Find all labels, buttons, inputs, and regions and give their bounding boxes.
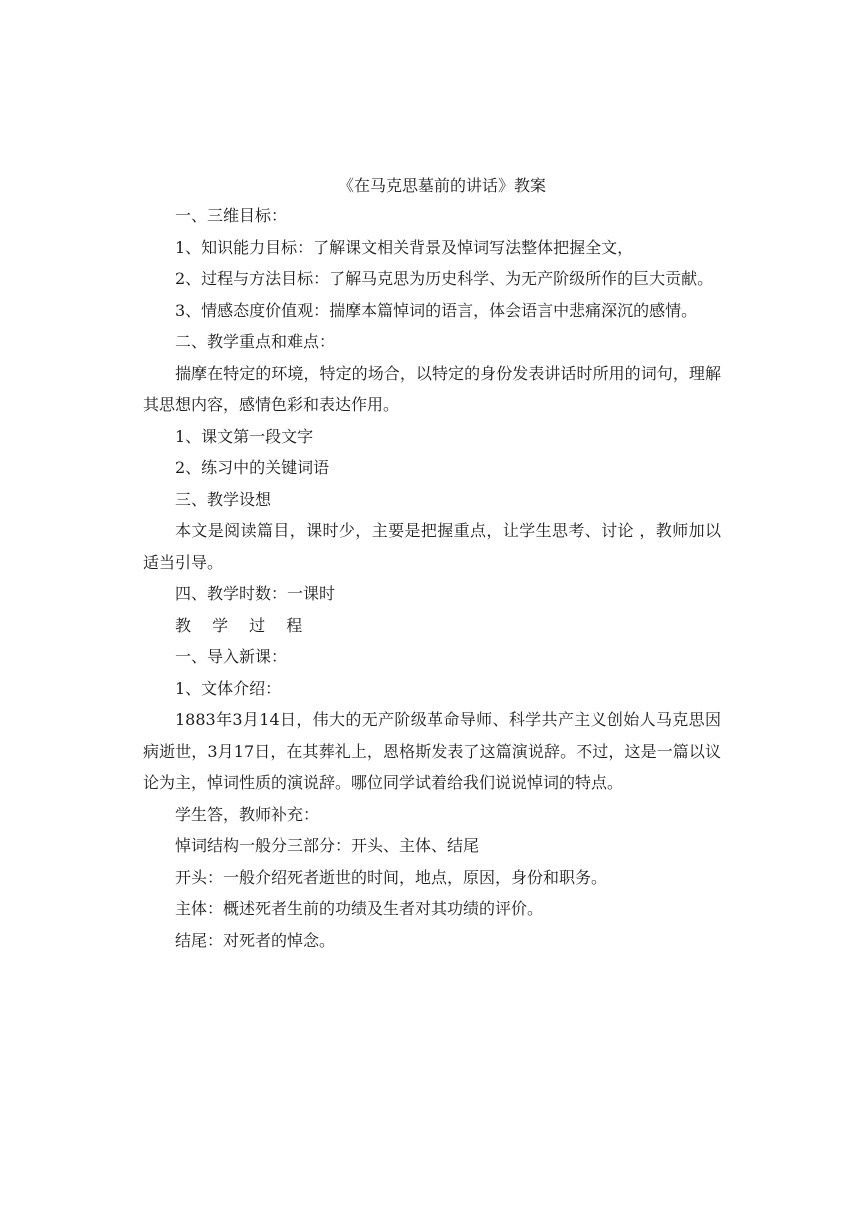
student-answer-line: 学生答，教师补充： xyxy=(175,804,320,824)
process-heading: 教 学 过 程 xyxy=(175,615,311,635)
document-title: 《在马克思墓前的讲话》教案 xyxy=(337,176,546,195)
eulogy-ending: 结尾：对死者的悼念。 xyxy=(175,930,336,950)
section-heading-hours: 四、教学时数：一课时 xyxy=(175,584,336,603)
step-heading-intro: 一、导入新课： xyxy=(175,647,288,666)
key-point-item-2: 2、练习中的关键词语 xyxy=(175,458,330,477)
section-heading-goals: 一、三维目标： xyxy=(175,206,288,225)
goal-knowledge: 1、知识能力目标：了解课文相关背景及悼词写法整体把握全文， xyxy=(175,237,634,257)
document-body xyxy=(143,172,721,956)
eulogy-opening: 开头：一般介绍死者逝世的时间，地点，原因，身份和职务。 xyxy=(175,867,608,887)
section-heading-design: 三、教学设想 xyxy=(175,489,272,509)
goal-process: 2、过程与方法目标：了解马克思为历史科学、为无产阶级所作的巨大贡献。 xyxy=(175,269,714,288)
eulogy-body: 主体：概述死者生前的功绩及生者对其功绩的评价。 xyxy=(175,899,544,918)
step-item-genre: 1、文体介绍： xyxy=(175,678,282,698)
eulogy-structure: 悼词结构一般分三部分：开头、主体、结尾 xyxy=(175,836,480,855)
key-point-item-1: 1、课文第一段文字 xyxy=(175,426,314,446)
genre-intro-text: 1883年3月14日，伟大的无产阶级革命导师、科学共产主义创始人马克思因病逝世，3月17日，在其葬礼上，恩格斯发表了这篇演说辞。不过，这是一篇以议论为主，悼词性质的演说辞。哪位同学试着给我们说说悼词的特点。 xyxy=(143,710,721,792)
section-heading-key-points: 二、教学重点和难点： xyxy=(175,332,336,351)
design-text: 本文是阅读篇目，课时少，主要是把握重点，让学生思考、讨论 ，教师加以适当引导。 xyxy=(143,521,721,572)
key-points-text: 揣摩在特定的环境，特定的场合，以特定的身份发表讲话时所用的词句，理解其思想内容，感情色彩和表达作用。 xyxy=(143,363,721,414)
goal-emotion: 3、情感态度价值观：揣摩本篇悼词的语言，体会语言中悲痛深沉的感情。 xyxy=(175,300,698,320)
